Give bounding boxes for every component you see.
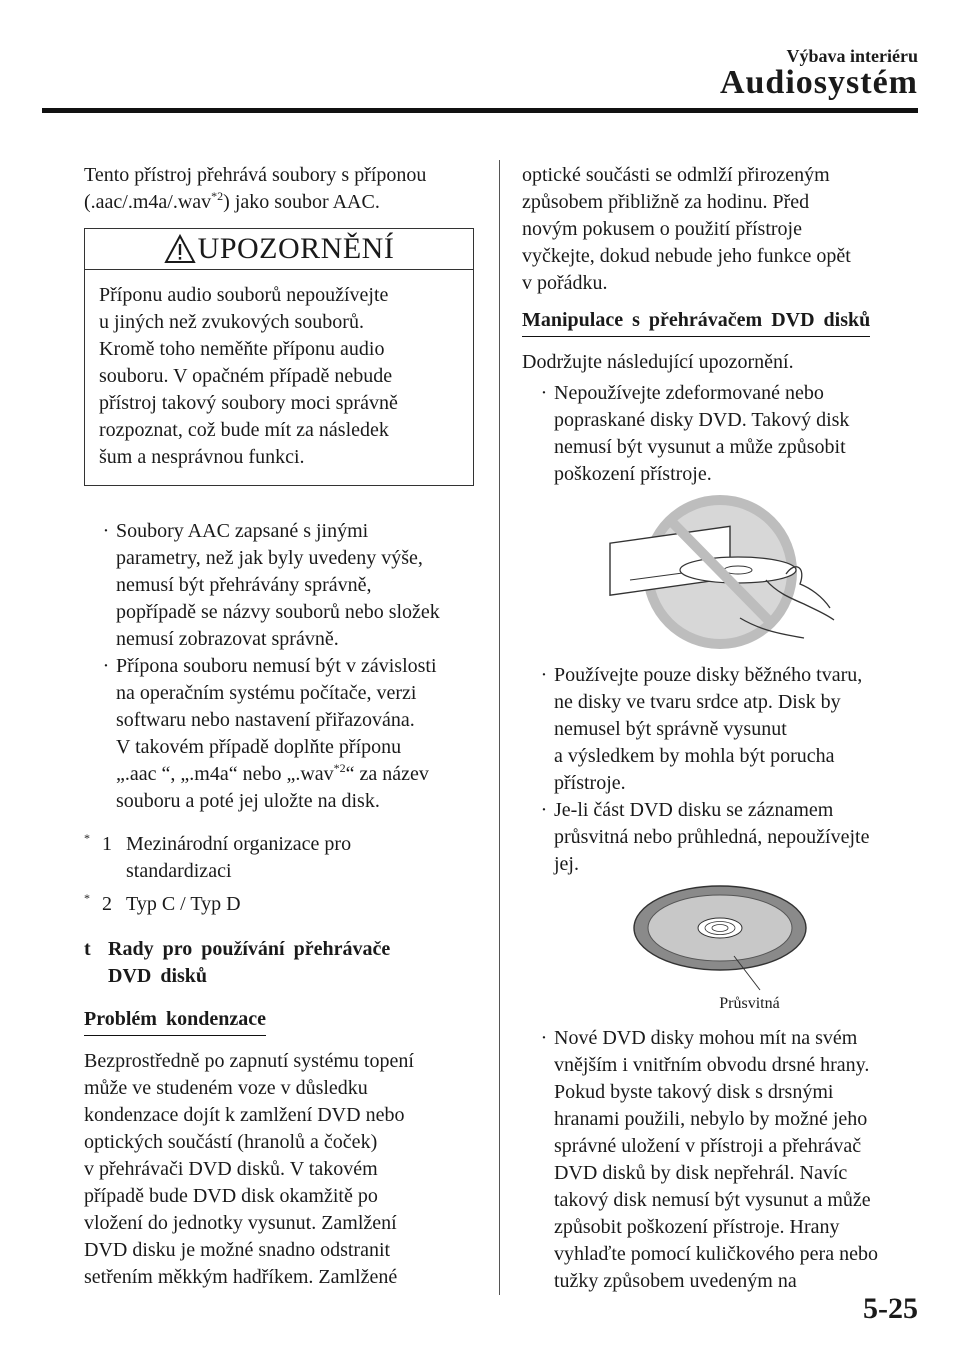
subheading-condensation: Problém kondenzace bbox=[84, 1006, 266, 1036]
continued-paragraph: optické součásti se odmlží přirozeným způsobem přibližně za hodinu. Před novým pokusem o použití přístroje vyčkejte, dokud nebude jeho funkce opět v pořádku. bbox=[522, 164, 851, 294]
footnote-2: * 2 Typ C / Typ D bbox=[84, 891, 241, 915]
bullet-shape: · Používejte pouze disky běžného tvaru, ne disky ve tvaru srdce atp. Disk by nemusel být správně vysunut a výsledkem by mohla být porucha přístroje. bbox=[522, 662, 917, 797]
bullet-dot: · bbox=[102, 520, 110, 542]
bullet-deformed-discs: · Nepoužívejte zdeformované nebo popraskané disky DVD. Takový disk nemusí být vysunut a může způsobit poškození přístroje. bbox=[522, 380, 917, 488]
right-column bbox=[522, 162, 917, 1295]
header-title: Audiosystém bbox=[719, 64, 918, 101]
prohibited-disc-illustration bbox=[590, 488, 850, 656]
translucent-disc-illustration bbox=[610, 878, 830, 998]
bullet-translucent: · Je-li část DVD disku se záznamem průsvitná nebo průhledná, nepoužívejte jej. bbox=[522, 797, 917, 878]
figure-caption: Průsvitná bbox=[719, 995, 780, 1012]
page-number: 5-25 bbox=[863, 1292, 918, 1325]
bullet-dot: · bbox=[540, 382, 548, 404]
subheading-dvd-handling: Manipulace s přehrávačem DVD disků bbox=[522, 307, 870, 337]
intro-paragraph: Tento přístroj přehrává soubory s příponou (.aac/.m4a/.wav$^{*2}$) jako soubor AAC. bbox=[84, 164, 427, 213]
bullet-rough-edges: · Nové DVD disky mohou mít na svém vnějším i vnitřním obvodu drsné hrany. Pokud byste takový disk s drsnými hranami použili, nebylo by možné jeho správné uložení v přístroji a přehrávač DVD disků by disk nepřehrál. Navíc takový disk nemusí být vysunut a může způsobit poškození přístroje. Hrany vyhlaďte pomocí kuličkového pera nebo tužky způsobem uvedeným na bbox=[522, 1025, 917, 1295]
bullet-dot: · bbox=[540, 799, 548, 821]
condensation-paragraph: Bezprostředně po zapnutí systému topení může ve studeném voze v důsledku kondenzace dojít k zamlžení DVD nebo optických součástí (hranolů a čoček) v přehrávači DVD disků. V takovém případě bude DVD disk okamžitě po vložení do jednotky vysunut. Zamlžení DVD disku je možné snadno odstranit setřením měkkým hadříkem. Zamlžené bbox=[84, 1050, 414, 1288]
header-section: Výbava interiéru bbox=[786, 46, 918, 66]
bullet-dot: · bbox=[102, 655, 110, 677]
section-symbol: t bbox=[84, 938, 91, 960]
column-divider bbox=[499, 160, 500, 1295]
header-rule bbox=[42, 108, 918, 113]
left-column bbox=[84, 162, 474, 1291]
warning-icon bbox=[164, 234, 196, 264]
bullet-dot: · bbox=[540, 1027, 548, 1049]
warning-box bbox=[84, 228, 474, 486]
warning-title: UPOZORNĚNÍ bbox=[197, 232, 395, 265]
bullet-aac-params: · Soubory AAC zapsané s jinými parametry, než jak byly uvedeny výše, nemusí být přehrávány správně, popřípadě se názvy souborů nebo složek nemusí zobrazovat správně. bbox=[84, 518, 474, 653]
warning-text: Příponu audio souborů nepoužívejte u jiných než zvukových souborů. Kromě toho neměňte příponu audio souboru. V opačném případě nebude přístroj takový soubory moci správně rozpoznat, což bude mít za následek šum a nesprávnou funkci. bbox=[99, 284, 398, 468]
bullet-file-extension: · Přípona souboru nemusí být v závislosti na operačním systému počítače, verzi softwaru nebo nastavení přiřazována. V takovém případě doplňte příponu „.aac “, „.m4a“ nebo „.wav$^{*2}$“ za název souboru a poté jej uložte na disk. bbox=[84, 653, 474, 815]
footnote-1: * 1 Mezinárodní organizace pro standardizaci bbox=[84, 831, 352, 882]
bullet-dot: · bbox=[540, 664, 548, 686]
dvd-intro: Dodržujte následující upozornění. bbox=[522, 351, 794, 373]
section-heading: t Rady pro používání přehrávače DVD disků bbox=[84, 936, 474, 990]
warning-header bbox=[85, 229, 473, 270]
